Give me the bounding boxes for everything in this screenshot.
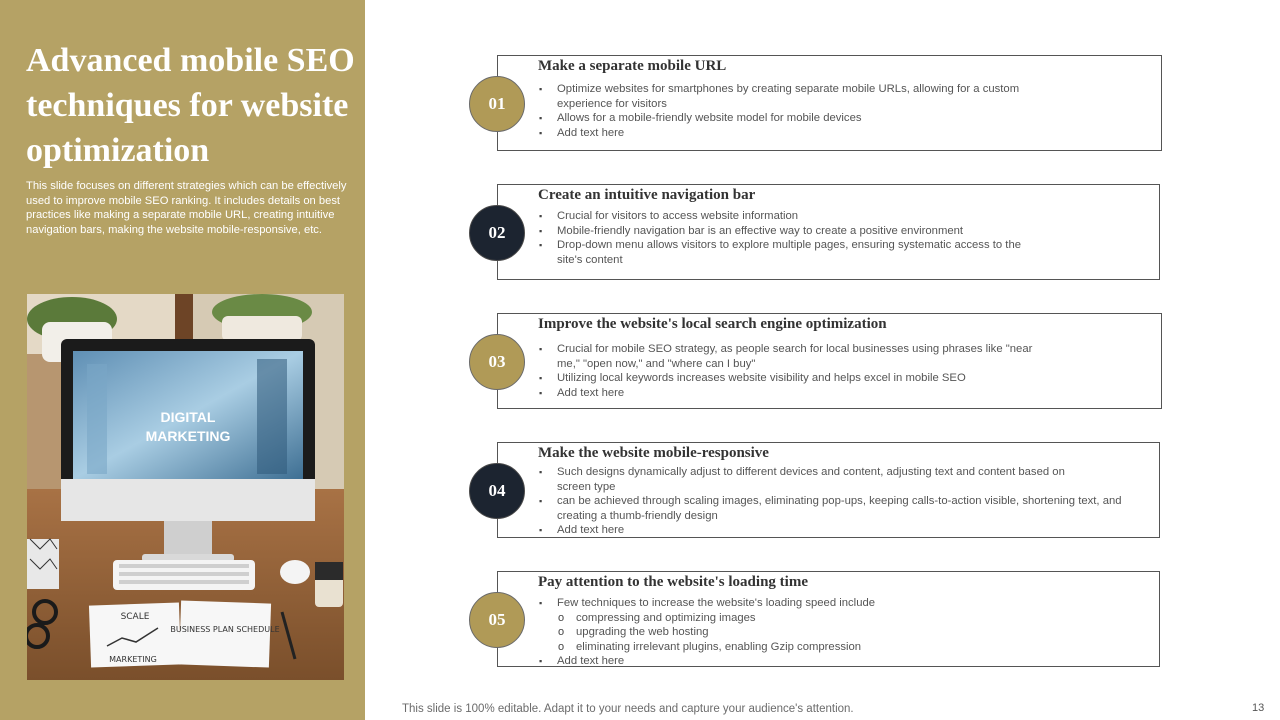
number-badge-2: 02 xyxy=(469,205,525,261)
technique-card-4 xyxy=(497,442,1160,538)
screen-text-marketing: MARKETING xyxy=(145,428,231,444)
sub-bullet-item: o upgrading the web hosting xyxy=(538,625,1138,640)
bullet-list xyxy=(538,82,1138,140)
bullet-list xyxy=(538,465,1138,538)
bullet-list xyxy=(538,596,1138,669)
footer-note: This slide is 100% editable. Adapt it to your needs and capture your audience's attention. xyxy=(402,703,854,715)
number-badge-4: 04 xyxy=(469,463,525,519)
technique-card-1 xyxy=(497,55,1162,151)
bullet-item: ▪ can be achieved through scaling images, eliminating pop-ups, keeping calls-to-action visible, shortening text, and creating a thumb-friendly design xyxy=(538,494,1147,523)
bullet-item: ▪ Crucial for mobile SEO strategy, as people search for local businesses using phrases like "near me," "open now," and "where can I buy" xyxy=(538,342,1057,371)
bullet-list xyxy=(538,342,1138,400)
notebook-scale-text: SCALE xyxy=(120,612,150,622)
bullet-item: ▪ Crucial for visitors to access website information xyxy=(538,209,1138,224)
card-title: Make the website mobile-responsive xyxy=(538,445,769,461)
bullet-item: ▪ Add text here xyxy=(538,523,1138,538)
bullet-list xyxy=(538,209,1138,267)
bullet-item: ▪ Add text here xyxy=(538,386,1138,401)
bullet-item: ▪ Add text here xyxy=(538,126,1138,141)
slide-title: Advanced mobile SEO techniques for website optimization xyxy=(26,42,355,169)
card-title: Improve the website's local search engine optimization xyxy=(538,316,887,332)
digital-marketing-photo xyxy=(27,294,344,680)
slide-description: This slide focuses on different strategies which can be effectively used to improve mobile SEO ranking. It includes details on best practices like making a separate mobile URL, creating intuitive navigation bars, making the website mobile-responsive, etc. xyxy=(26,180,347,236)
number-badge-1: 01 xyxy=(469,76,525,132)
bullet-item: ▪ Few techniques to increase the website's loading speed include xyxy=(538,596,1138,611)
technique-card-3 xyxy=(497,313,1162,409)
bullet-item: ▪ Optimize websites for smartphones by creating separate mobile URLs, allowing for a custom experience for visitors xyxy=(538,82,1037,111)
number-badge-5: 05 xyxy=(469,592,525,648)
bullet-item: ▪ Such designs dynamically adjust to different devices and content, adjusting text and content based on screen type xyxy=(538,465,1087,494)
card-title: Create an intuitive navigation bar xyxy=(538,187,756,203)
number-badge-3: 03 xyxy=(469,334,525,390)
notebook-marketing-text: MARKETING xyxy=(109,655,157,664)
sub-bullet-item: o compressing and optimizing images xyxy=(538,611,1138,626)
screen-text-digital: DIGITAL xyxy=(160,409,216,425)
bullet-item: ▪ Mobile-friendly navigation bar is an effective way to create a positive environment xyxy=(538,224,1138,239)
bullet-item: ▪ Drop-down menu allows visitors to explore multiple pages, ensuring systematic access to the site's content xyxy=(538,238,1047,267)
card-title: Make a separate mobile URL xyxy=(538,58,727,74)
bullet-item: ▪ Utilizing local keywords increases website visibility and helps excel in mobile SEO xyxy=(538,371,1138,386)
notebook-business-text: BUSINESS PLAN SCHEDULE xyxy=(170,625,280,634)
page-number: 13 xyxy=(1252,702,1265,714)
technique-card-2 xyxy=(497,184,1160,280)
bullet-item: ▪ Allows for a mobile-friendly website model for mobile devices xyxy=(538,111,1138,126)
bullet-item: ▪ Add text here xyxy=(538,654,1138,669)
card-title: Pay attention to the website's loading time xyxy=(538,574,808,590)
left-panel xyxy=(0,0,365,720)
technique-card-5 xyxy=(497,571,1160,667)
sub-bullet-item: o eliminating irrelevant plugins, enabling Gzip compression xyxy=(538,640,1138,655)
